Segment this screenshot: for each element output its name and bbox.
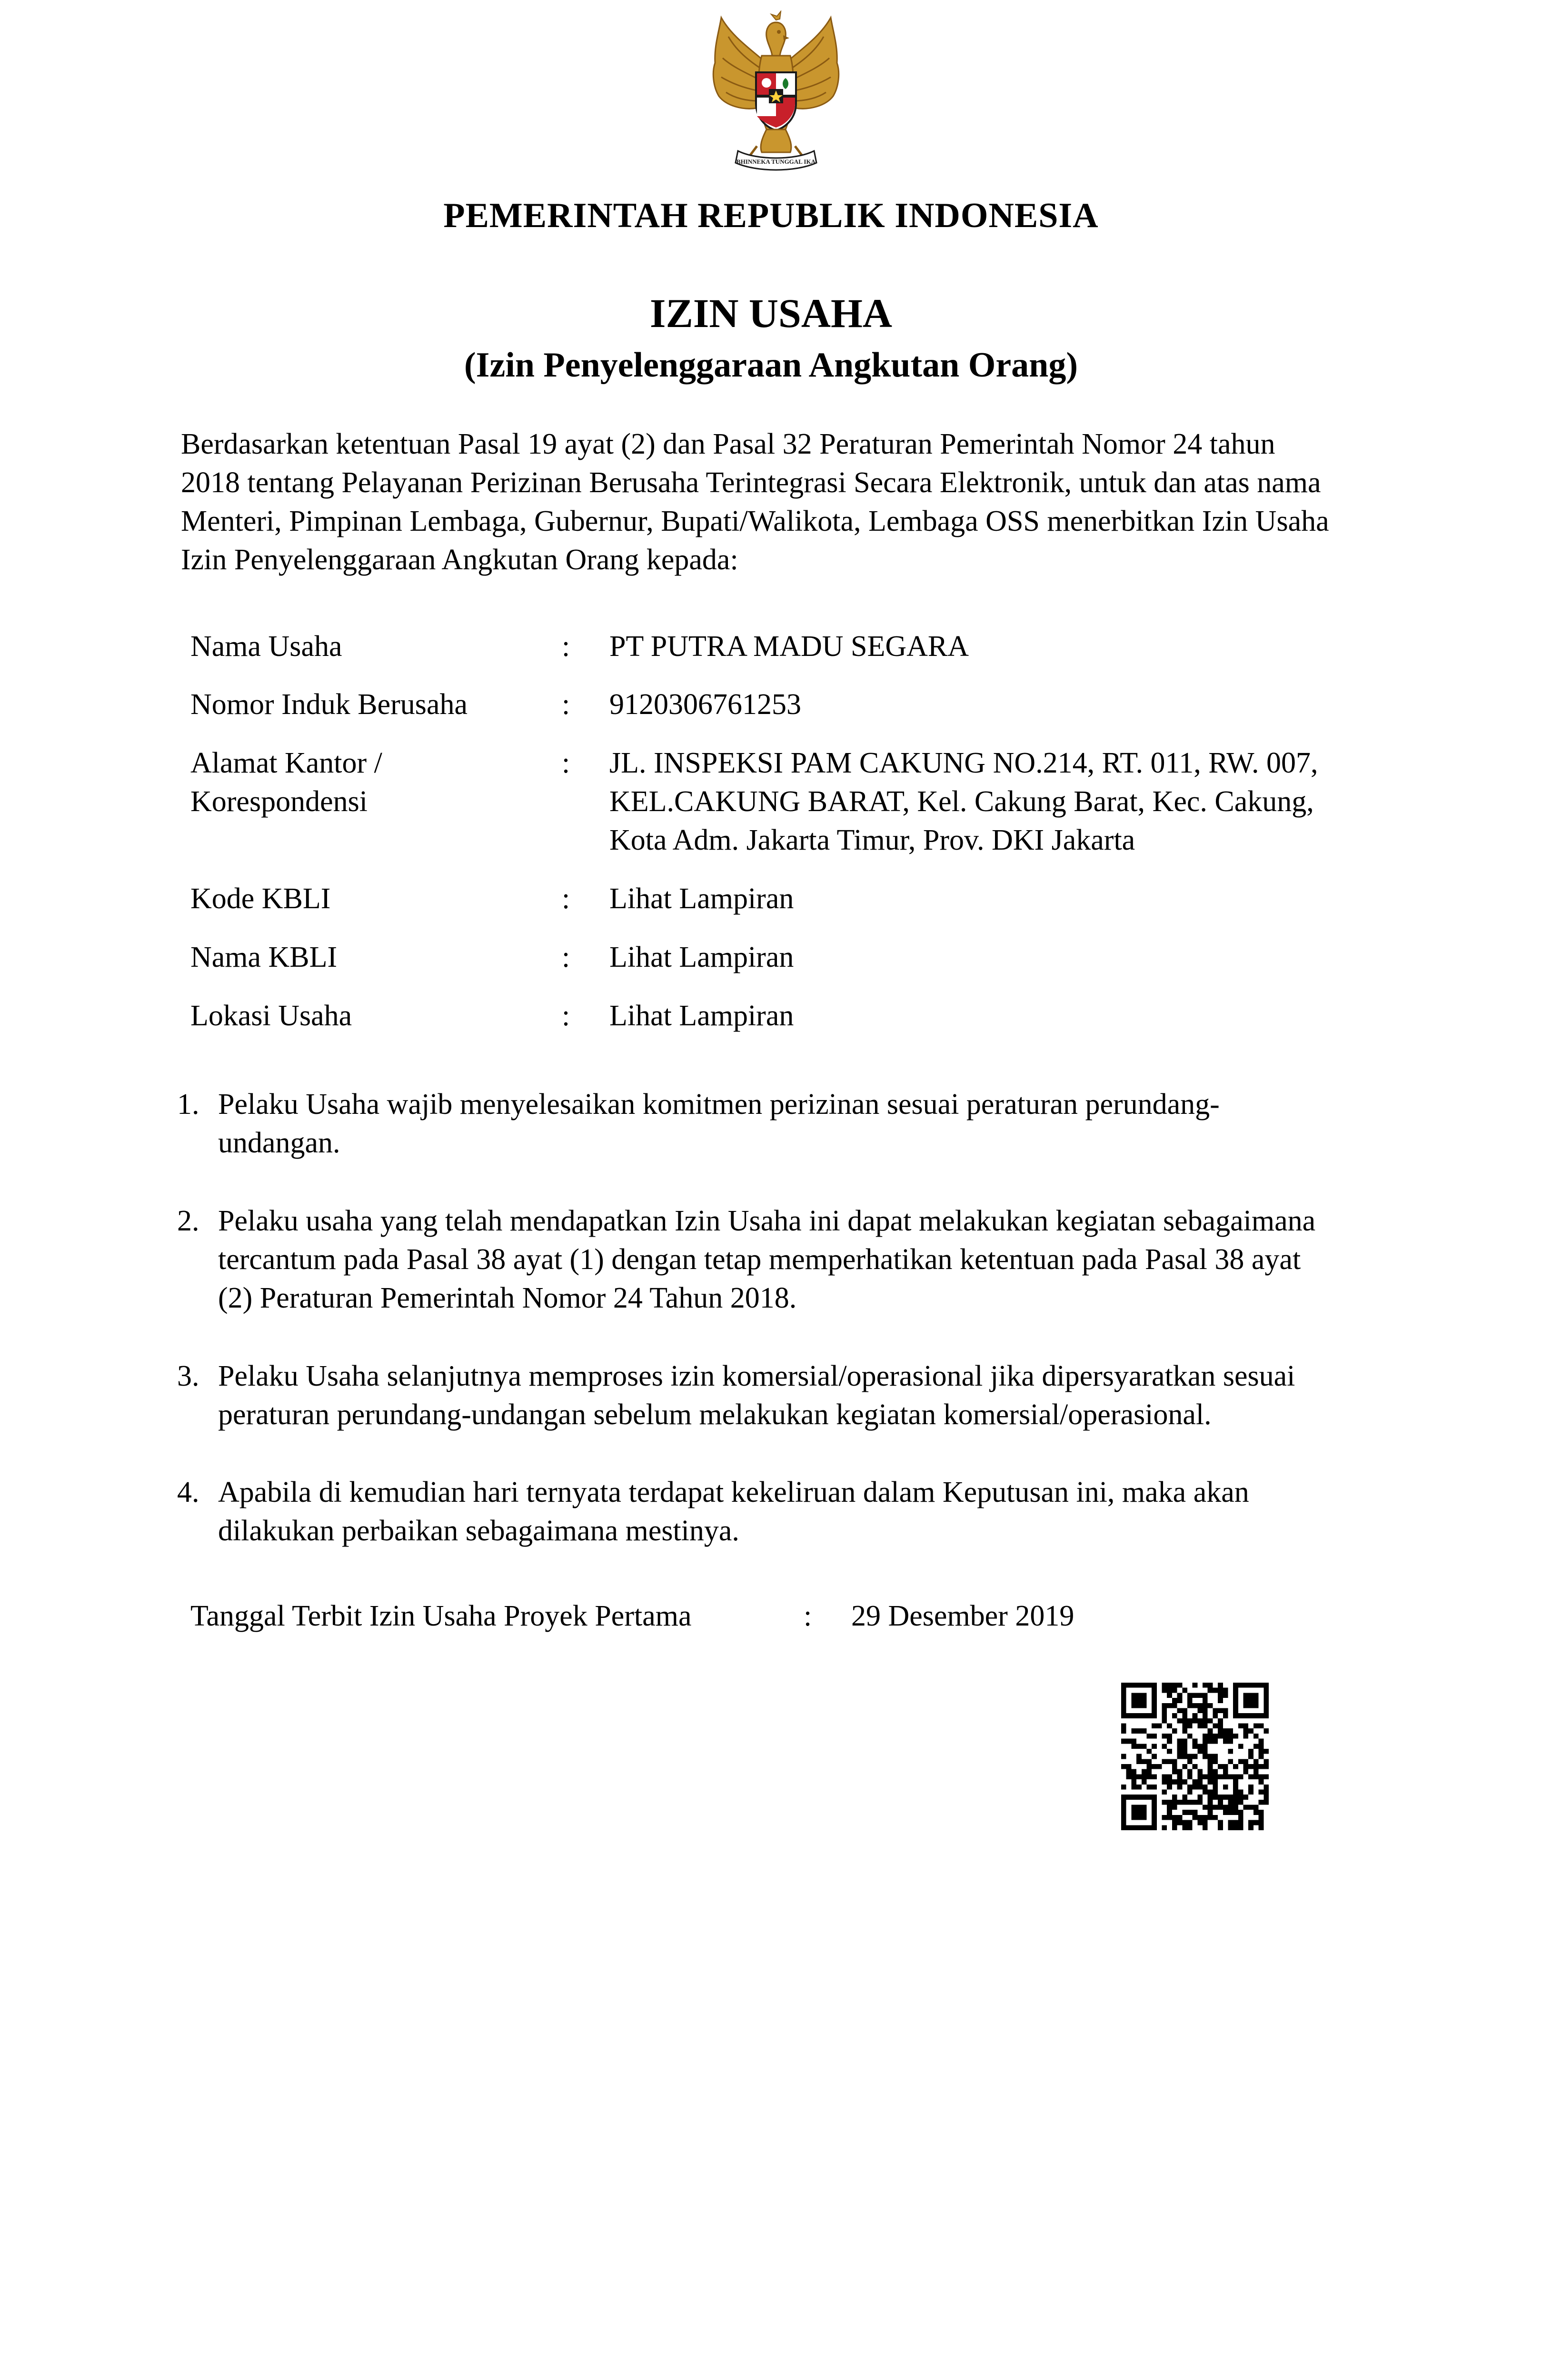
field-nama-kbli [190,938,1362,997]
obligations-list [177,1085,1363,1550]
field-value: Lihat Lampiran [609,1000,794,1032]
field-separator: : [562,941,570,973]
obligation-line: peraturan perundang-undangan sebelum melakukan kegiatan komersial/operasional. [218,1398,1212,1431]
field-value-line: JL. INSPEKSI PAM CAKUNG NO.214, RT. 011, RW. 007, [609,747,1318,779]
field-label: Nama Usaha [190,630,342,663]
field-label: Nomor Induk Berusaha [190,688,468,721]
field-value: Lihat Lampiran [609,883,794,915]
field-value: 9120306761253 [609,688,801,721]
obligation-line: (2) Peraturan Pemerintah Nomor 24 Tahun 2018. [218,1282,797,1314]
obligation-line: Apabila di kemudian hari ternyata terdapat kekeliruan dalam Keputusan ini, maka akan [218,1476,1249,1508]
field-label [190,744,552,821]
document-title: IZIN USAHA [650,290,892,336]
field-separator: : [562,747,570,779]
obligation-line: tercantum pada Pasal 38 ayat (1) dengan tetap memperhatikan ketentuan pada Pasal 38 ayat [218,1243,1301,1276]
field-label-line: Alamat Kantor / [190,747,382,779]
field-label: Nama KBLI [190,941,338,973]
obligation-item [177,1085,1363,1202]
document-subtitle: (Izin Penyelenggaraan Angkutan Orang) [464,346,1078,385]
field-separator: : [562,688,570,721]
intro-line: Berdasarkan ketentuan Pasal 19 ayat (2) dan Pasal 32 Peraturan Pemerintah Nomor 24 tahun [181,428,1275,460]
intro-line: Izin Penyelenggaraan Angkutan Orang kepada: [181,544,738,576]
obligation-item [177,1357,1363,1473]
field-value [609,744,1362,860]
obligation-number: 1. [177,1088,199,1121]
field-value-line: Kota Adm. Jakarta Timur, Prov. DKI Jakarta [609,824,1135,856]
issue-date-separator: : [804,1600,812,1632]
business-fields [190,627,1362,1044]
issue-date-label: Tanggal Terbit Izin Usaha Proyek Pertama [190,1600,692,1632]
obligation-number: 2. [177,1205,199,1237]
obligation-number: 3. [177,1360,199,1392]
obligation-line: Pelaku Usaha selanjutnya memproses izin komersial/operasional jika dipersyaratkan sesuai [218,1360,1295,1392]
field-value-line: KEL.CAKUNG BARAT, Kel. Cakung Barat, Kec. Cakung, [609,785,1314,818]
intro-paragraph [181,425,1355,579]
government-title: PEMERINTAH REPUBLIK INDONESIA [443,196,1099,235]
field-label-line: Korespondensi [190,785,368,818]
field-alamat-kantor [190,744,1362,880]
obligation-line: dilakukan perbaikan sebagaimana mestinya. [218,1515,739,1547]
field-separator: : [562,883,570,915]
obligation-line: Pelaku usaha yang telah mendapatkan Izin Usaha ini dapat melakukan kegiatan sebagaimana [218,1205,1316,1237]
field-nama-usaha [190,627,1362,685]
field-separator: : [562,1000,570,1032]
field-separator: : [562,630,570,663]
field-label: Kode KBLI [190,883,331,915]
intro-line: Menteri, Pimpinan Lembaga, Gubernur, Bupati/Walikota, Lembaga OSS menerbitkan Izin Usaha [181,505,1329,537]
intro-line: 2018 tentang Pelayanan Perizinan Berusaha Terintegrasi Secara Elektronik, untuk dan atas nama [181,466,1321,499]
field-value: Lihat Lampiran [609,941,794,973]
field-value: PT PUTRA MADU SEGARA [609,630,969,663]
obligation-line: Pelaku Usaha wajib menyelesaikan komitmen perizinan sesuai peraturan perundang- [218,1088,1220,1121]
emblem-motto: BHINNEKA TUNGGAL IKA [736,158,816,165]
obligation-item [177,1202,1363,1357]
field-kode-kbli [190,880,1362,938]
field-nomor-induk-berusaha [190,685,1362,744]
obligation-item [177,1473,1363,1550]
field-label: Lokasi Usaha [190,1000,352,1032]
field-lokasi-usaha [190,997,1362,1044]
issue-date-value: 29 Desember 2019 [851,1600,1074,1632]
garuda-emblem-icon [705,10,847,175]
obligation-number: 4. [177,1476,199,1508]
obligation-line: undangan. [218,1127,340,1159]
qr-code-icon [1121,1683,1269,1830]
